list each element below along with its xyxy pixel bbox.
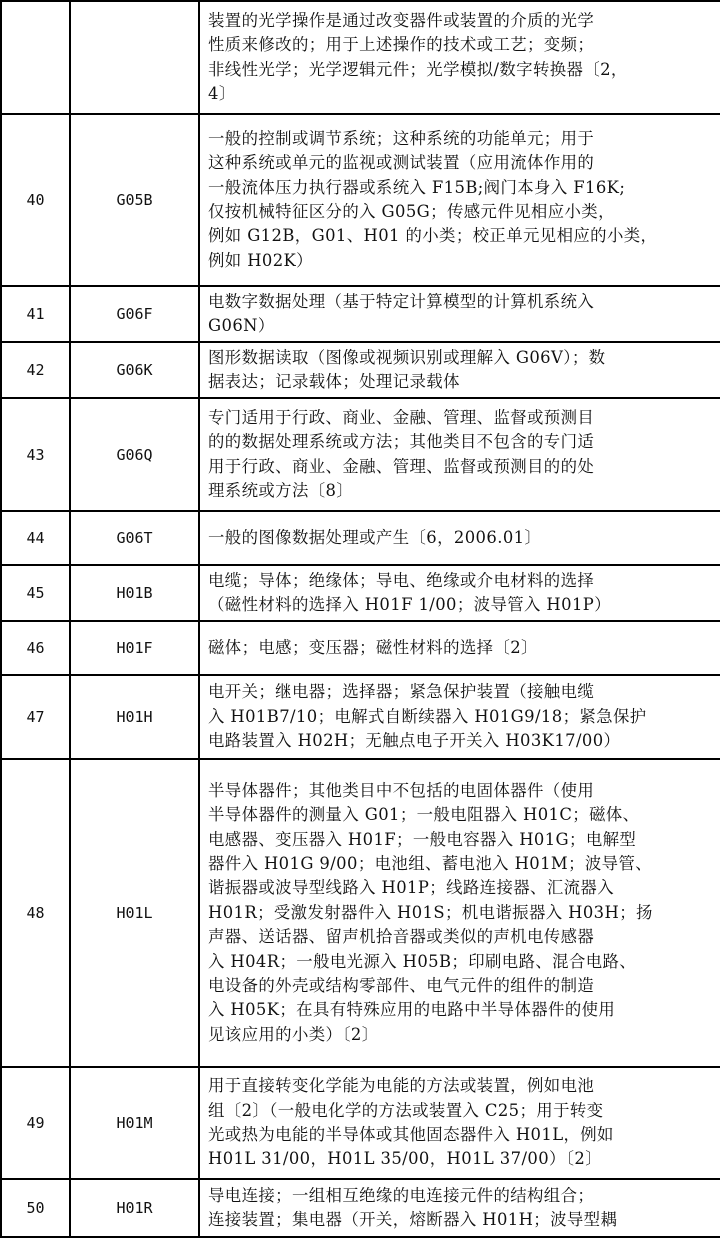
ipc-code: G06T (70, 511, 199, 565)
ipc-description (199, 621, 720, 675)
row-number: 42 (1, 342, 70, 398)
description-line: 例如 H02K） (208, 250, 313, 270)
description-line: 非线性光学；光学逻辑元件；光学模拟/数字转换器〔2， (208, 59, 628, 79)
table-row (1, 398, 720, 511)
ipc-code: G06K (70, 342, 199, 398)
description-line: 一般流体压力执行器或系统入 F15B;阀门本身入 F16K; (208, 177, 626, 197)
table-row (1, 675, 720, 759)
ipc-description (199, 1, 720, 114)
description-line: 仅按机械特征区分的入 G05G；传感元件见相应小类， (208, 202, 615, 221)
row-number: 50 (1, 1179, 70, 1237)
row-number: 43 (1, 398, 70, 511)
ipc-code: H01H (70, 675, 199, 759)
ipc-description (199, 342, 720, 398)
row-number (1, 1, 70, 114)
ipc-code: H01M (70, 1067, 199, 1179)
row-number: 45 (1, 565, 70, 621)
description-line: 见该应用的小类）〔2〕 (208, 1024, 379, 1044)
row-number: 40 (1, 114, 70, 286)
description-line: 一般的图像数据处理或产生〔6，2006.01〕 (208, 527, 542, 547)
description-line: 器件入 H01G 9/00；电池组、蓄电池入 H01M；波导管、 (208, 853, 653, 873)
description-line: 电数字数据处理（基于特定计算模型的计算机系统入 (208, 291, 595, 311)
table-row (1, 759, 720, 1067)
description-line: 半导体器件的测量入 G01；一般电阻器入 H01C；磁体、 (208, 805, 640, 825)
description-line: 性质来修改的；用于上述操作的技术或工艺；变频； (208, 35, 595, 55)
ipc-description (199, 675, 720, 759)
row-number: 46 (1, 621, 70, 675)
ipc-description (199, 565, 720, 621)
ipc-code: G06Q (70, 398, 199, 511)
ipc-code: G05B (70, 114, 199, 286)
description-line: 理系统或方法〔8〕 (208, 480, 354, 500)
table-row (1, 286, 720, 342)
description-line: 组〔2〕（一般电化学的方法或装置入 C25；用于转变 (208, 1100, 604, 1120)
table-row (1, 114, 720, 286)
description-line: H01L 31/00，H01L 35/00，H01L 37/00）〔2〕 (208, 1149, 603, 1169)
description-line: 装置的光学操作是通过改变器件或装置的介质的光学 (208, 10, 595, 30)
ipc-description (199, 398, 720, 511)
ipc-description (199, 1067, 720, 1179)
row-number: 49 (1, 1067, 70, 1179)
ipc-description (199, 114, 720, 286)
description-line: 谐振器或波导型线路入 H01P；线路连接器、汇流器入 (208, 878, 614, 898)
ipc-code: H01R (70, 1179, 199, 1237)
ipc-code: H01B (70, 565, 199, 621)
ipc-description (199, 511, 720, 565)
table-row (1, 342, 720, 398)
row-number: 47 (1, 675, 70, 759)
description-line: 的的数据处理系统或方法；其他类目不包含的专门适 (208, 432, 595, 452)
ipc-description (199, 1179, 720, 1237)
description-line: 声器、送话器、留声机拾音器或类似的声机电传感器 (208, 927, 595, 947)
description-line: 电感器、变压器入 H01F；一般电容器入 H01G；电解型 (208, 829, 637, 849)
ipc-code (70, 1, 199, 114)
description-line: 用于直接转变化学能为电能的方法或装置，例如电池 (208, 1076, 595, 1096)
description-line: 连接装置；集电器（开关，熔断器入 H01H；波导型耦 (208, 1210, 618, 1229)
description-line: 专门适用于行政、商业、金融、管理、监督或预测目 (208, 407, 595, 427)
description-line: 一般的控制或调节系统；这种系统的功能单元；用于 (208, 128, 595, 148)
description-line: 电设备的外壳或结构零部件、电气元件的组件的制造 (208, 976, 595, 996)
ipc-description (199, 759, 720, 1067)
description-line: 4〕 (208, 83, 236, 103)
table-body (1, 1, 720, 1237)
description-line: 这种系统或单元的监视或测试装置（应用流体作用的 (208, 153, 595, 173)
description-line: 用于行政、商业、金融、管理、监督或预测目的的处 (208, 456, 595, 476)
description-line: 图形数据读取（图像或视频识别或理解入 G06V）；数 (208, 347, 606, 367)
description-line: G06N） (208, 316, 275, 335)
ipc-code: H01F (70, 621, 199, 675)
description-line: 光或热为电能的半导体或其他固态器件入 H01L，例如 (208, 1125, 614, 1144)
description-line: 电缆；导体；绝缘体；导电、绝缘或介电材料的选择 (208, 570, 595, 590)
description-line: 入 H05K；在具有特殊应用的电路中半导体器件的使用 (208, 1000, 616, 1020)
description-line: 入 H04R；一般电光源入 H05B；印刷电路、混合电路、 (208, 951, 637, 971)
description-line: 导电连接；一组相互绝缘的电连接元件的结构组合； (208, 1185, 595, 1205)
table-row (1, 1179, 720, 1237)
row-number: 41 (1, 286, 70, 342)
table-row (1, 565, 720, 621)
description-line: 据表达；记录载体；处理记录载体 (208, 372, 460, 391)
table-row (1, 1067, 720, 1179)
description-line: 半导体器件；其他类目中不包括的电固体器件（使用 (208, 780, 595, 800)
description-line: H01R；受激发射器件入 H01S；机电谐振器入 H03H；扬 (208, 902, 653, 922)
description-line: 例如 G12B，G01、H01 的小类；校正单元见相应的小类， (208, 226, 658, 246)
ipc-code: G06F (70, 286, 199, 342)
table-row (1, 511, 720, 565)
description-line: 入 H01B7/10；电解式自断续器入 H01G9/18；紧急保护 (208, 706, 647, 726)
table-row (1, 1, 720, 114)
description-line: 电开关；继电器；选择器；紧急保护装置（接触电缆 (208, 682, 595, 702)
table-row (1, 621, 720, 675)
row-number: 44 (1, 511, 70, 565)
ipc-description (199, 286, 720, 342)
row-number: 48 (1, 759, 70, 1067)
ipc-code: H01L (70, 759, 199, 1067)
description-line: 磁体；电感；变压器；磁性材料的选择〔2〕 (208, 637, 538, 657)
description-line: （磁性材料的选择入 H01F 1/00；波导管入 H01P） (208, 595, 611, 614)
description-line: 电路装置入 H02H；无触点电子开关入 H03K17/00） (208, 731, 621, 751)
